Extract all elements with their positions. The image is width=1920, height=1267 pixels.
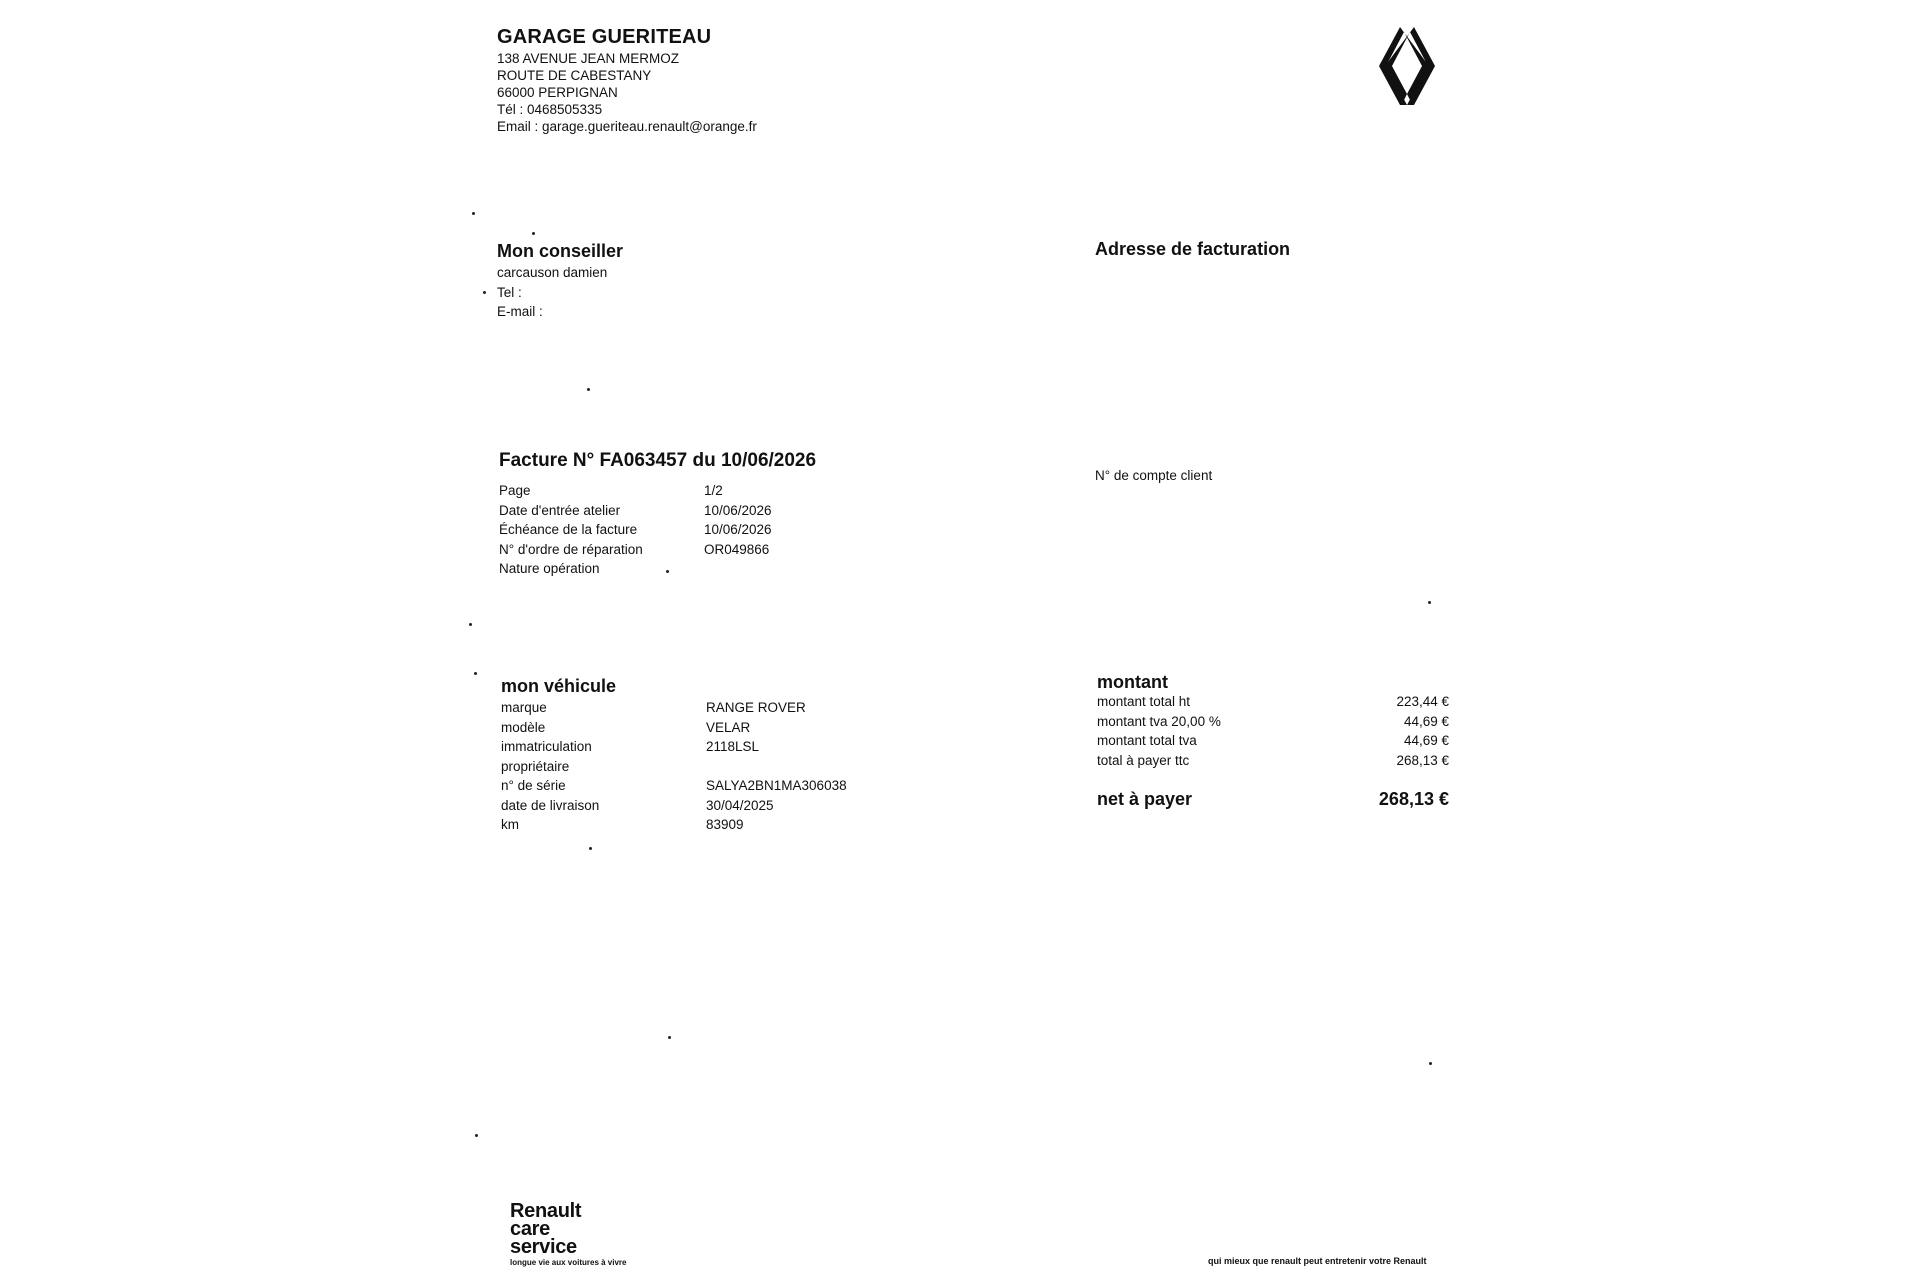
scan-speck	[475, 1134, 478, 1137]
amount-row	[1097, 692, 1449, 712]
field-value: 30/04/2025	[706, 797, 774, 813]
phone-line: Tél : 0468505335	[497, 102, 603, 117]
field-value: SALYA2BN1MA306038	[706, 778, 847, 793]
field-label: propriétaire	[501, 758, 570, 774]
vehicle-details	[501, 698, 847, 835]
scan-speck	[469, 623, 472, 626]
amount-value: 44,69 €	[1403, 733, 1449, 748]
field-label: n° de série	[501, 778, 566, 793]
field-label: Date d'entrée atelier	[499, 502, 621, 518]
amount-label: montant total ht	[1097, 694, 1191, 709]
field-value: OR049866	[704, 541, 770, 557]
account-label: N° de compte client	[1095, 468, 1213, 483]
scan-speck	[532, 232, 535, 235]
scan-speck	[472, 212, 475, 215]
invoice-title: Facture N° FA063457 du 10/06/2026	[499, 450, 817, 471]
field-label: Page	[499, 483, 531, 498]
scan-speck	[1429, 1062, 1432, 1065]
net-label: net à payer	[1097, 789, 1193, 809]
garage-name: GARAGE GUERITEAU	[497, 26, 712, 48]
email-line: Email : garage.gueriteau.renault@orange.fr	[497, 119, 757, 134]
advisor-details	[497, 263, 607, 322]
advisor-title: Mon conseiller	[497, 241, 624, 261]
advisor-email-label: E-mail :	[497, 304, 543, 319]
field-value: 10/06/2026	[704, 522, 772, 537]
address-line: 66000 PERPIGNAN	[497, 85, 618, 100]
amount-row	[1097, 731, 1449, 751]
scan-speck	[589, 847, 592, 850]
footer-tagline: longue vie aux voitures à vivre	[510, 1258, 627, 1267]
scan-speck	[668, 1036, 671, 1039]
field-label: immatriculation	[501, 739, 592, 754]
address-line: 138 AVENUE JEAN MERMOZ	[497, 51, 680, 66]
garage-address	[497, 50, 757, 135]
field-value: 83909	[706, 817, 744, 832]
advisor-tel-label: Tel :	[497, 284, 522, 300]
field-value	[706, 757, 847, 777]
invoice-details	[499, 481, 772, 579]
renault-care-service-logo	[510, 1202, 581, 1256]
scan-speck	[666, 570, 669, 573]
renault-diamond-icon	[1376, 24, 1438, 108]
amount-value: 268,13 €	[1396, 752, 1449, 768]
net-value: 268,13 €	[1378, 789, 1449, 809]
scan-speck	[483, 291, 486, 294]
footer-brand-line: service	[510, 1236, 577, 1258]
scan-speck	[1428, 601, 1431, 604]
scan-speck	[474, 672, 477, 675]
amount-label: total à payer ttc	[1097, 752, 1190, 768]
field-value: 10/06/2026	[704, 502, 772, 518]
field-label: km	[501, 817, 519, 832]
amount-row	[1097, 751, 1449, 771]
advisor-name: carcauson damien	[497, 265, 608, 280]
field-label: N° d'ordre de réparation	[499, 541, 643, 557]
field-label: date de livraison	[501, 797, 600, 813]
field-value: VELAR	[706, 719, 751, 735]
field-label: modèle	[501, 719, 546, 735]
vehicle-title: mon véhicule	[501, 676, 617, 696]
footer-brand-line: Renault	[510, 1200, 582, 1222]
amount-row	[1097, 712, 1449, 732]
footer-slogan: qui mieux que renault peut entretenir votre Renault	[1208, 1256, 1427, 1266]
field-label: marque	[501, 700, 547, 715]
scan-speck	[587, 388, 590, 391]
field-value	[704, 559, 772, 579]
footer-brand-line: care	[510, 1218, 550, 1240]
field-label: Échéance de la facture	[499, 522, 638, 537]
address-line: ROUTE DE CABESTANY	[497, 68, 652, 83]
amount-label: montant total tva	[1097, 733, 1197, 748]
amount-value: 44,69 €	[1403, 713, 1449, 729]
field-label: Nature opération	[499, 561, 600, 576]
amounts-table	[1097, 692, 1449, 770]
field-value: 2118LSL	[706, 739, 760, 754]
field-value: 1/2	[704, 483, 723, 498]
amount-value: 223,44 €	[1396, 694, 1449, 709]
field-value: RANGE ROVER	[706, 700, 806, 715]
amount-label: montant tva 20,00 %	[1097, 713, 1221, 729]
billing-address-title: Adresse de facturation	[1095, 239, 1291, 259]
net-to-pay	[1097, 789, 1449, 810]
amounts-title: montant	[1097, 672, 1168, 692]
